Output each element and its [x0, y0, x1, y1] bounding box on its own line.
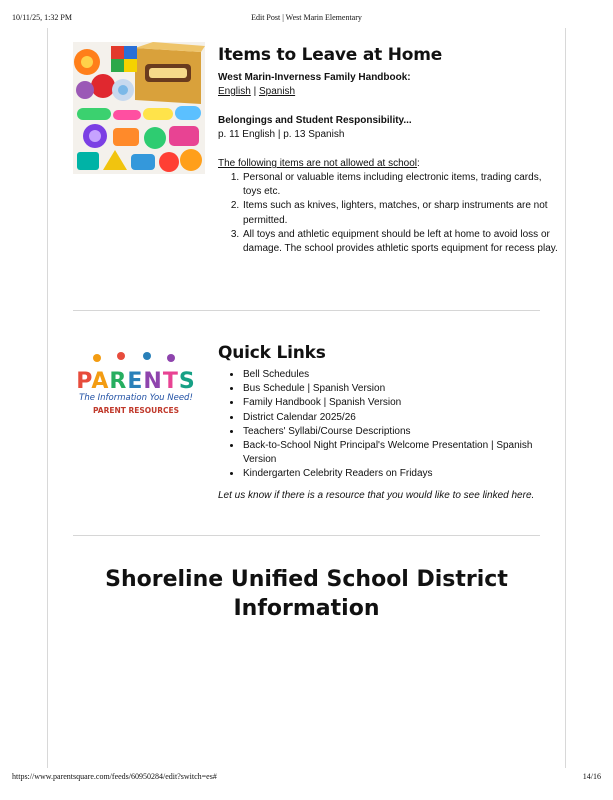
parents-letter: E	[127, 369, 144, 394]
fidget-toys-illustration	[73, 42, 205, 174]
list-item: 1. Personal or valuable items including electronic items, trading cards, toys etc.	[242, 171, 558, 199]
link-text[interactable]: District Calendar 2025/26	[243, 411, 356, 423]
parents-letter: R	[109, 369, 128, 394]
handbook-link-separator: |	[250, 86, 259, 97]
handbook-links	[218, 85, 295, 100]
parents-letter: N	[143, 369, 163, 394]
belongings-heading: Belongings and Student Responsibility...	[218, 115, 412, 126]
parent-resources-label: PARENT RESOURCES	[92, 406, 180, 415]
print-header	[12, 13, 601, 25]
print-datetime: 10/11/25, 1:32 PM	[12, 13, 72, 22]
link-text[interactable]: Family Handbook | Spanish Version	[243, 397, 402, 409]
handbook-spanish-link[interactable]: Spanish	[258, 86, 296, 97]
handbook-heading: West Marin-Inverness Family Handbook:	[218, 72, 411, 83]
print-page-title: Edit Post | West Marin Elementary	[251, 13, 362, 22]
link-text[interactable]: Back-to-School Night Principal's Welcome Presentation | Spanish Version	[243, 440, 533, 466]
district-info-heading: Shoreline Unified School District Information	[105, 567, 508, 621]
parents-tagline: The Information You Need!	[79, 393, 193, 403]
content-border-left	[47, 28, 48, 768]
quick-link-bus-schedule[interactable]	[242, 382, 558, 396]
not-allowed-list	[218, 171, 558, 256]
print-page-number: 14/16	[582, 772, 601, 781]
content-border-right	[565, 28, 566, 768]
not-allowed-colon: :	[417, 158, 420, 169]
quick-link-kindergarten-readers[interactable]	[242, 467, 558, 481]
print-footer	[12, 772, 601, 784]
parents-letter: A	[91, 369, 110, 394]
parents-letter: P	[76, 369, 92, 394]
quick-link-bell-schedules[interactable]	[242, 368, 558, 382]
section-divider	[73, 310, 540, 311]
quick-link-teachers-syllabi[interactable]	[242, 425, 558, 439]
not-allowed-intro: The following items are not allowed at school	[218, 158, 417, 169]
link-text[interactable]: Kindergarten Celebrity Readers on Fridays	[243, 468, 433, 480]
quick-link-district-calendar[interactable]	[242, 411, 558, 425]
resource-request-note: Let us know if there is a resource that you would like to see linked here.	[218, 490, 535, 501]
items-section-title: Items to Leave at Home	[218, 45, 443, 65]
section-divider	[73, 535, 540, 536]
link-text[interactable]: Bell Schedules	[243, 369, 310, 380]
list-item: 2. Items such as knives, lighters, matches, or sharp instruments are not permitted.	[242, 199, 558, 227]
parents-word	[76, 369, 195, 394]
parents-resources-logo	[73, 350, 199, 422]
print-url: https://www.parentsquare.com/feeds/60950284/edit?switch=es#	[12, 772, 217, 781]
parents-letter: T	[162, 369, 179, 394]
quick-link-family-handbook[interactable]	[242, 396, 558, 410]
handbook-english-link[interactable]: English	[218, 86, 251, 97]
parents-letter: S	[178, 369, 196, 394]
quick-links-title: Quick Links	[218, 343, 326, 363]
belongings-pages: p. 11 English | p. 13 Spanish	[218, 129, 345, 140]
quick-links-list	[218, 368, 558, 482]
not-allowed-intro-line	[218, 157, 420, 172]
fidget-toys-image	[73, 42, 205, 174]
quick-link-back-to-school-night[interactable]	[242, 439, 558, 467]
link-text[interactable]: Teachers' Syllabi/Course Descriptions	[243, 425, 411, 437]
list-item: 3. All toys and athletic equipment should be left at home to avoid loss or damage. The school provides athletic sports equipment for recess play.	[242, 228, 558, 256]
link-text[interactable]: Bus Schedule | Spanish Version	[243, 383, 386, 395]
parents-logo-graphic	[73, 350, 199, 422]
